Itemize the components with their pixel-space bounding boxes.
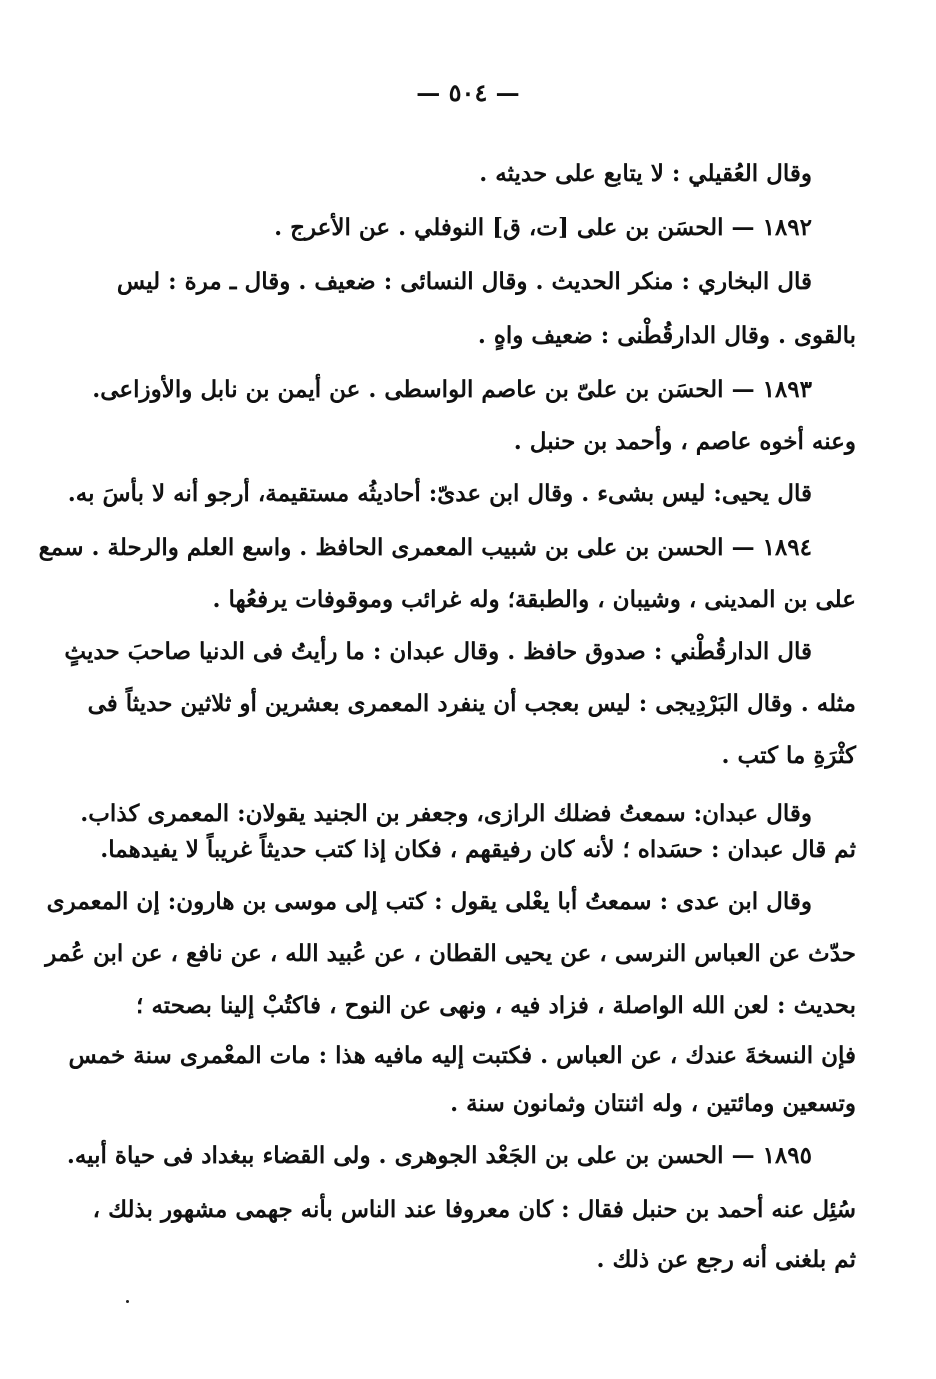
text-line: فإن النسخةَ عندك ، عن العباس . فكتبت إليه مافيه هذا : مات المعْمرى سنة خمس <box>68 1042 856 1069</box>
text-line: حدّث عن العباس النرسى ، عن يحيى القطان ، عن عُبيد الله ، عن نافع ، عن ابن عُمر <box>45 940 856 967</box>
text-line: قال الدارقُطْني : صدوق حافظ . وقال عبدان : ما رأيتُ فى الدنيا صاحبَ حديثٍ <box>64 638 812 665</box>
text-line: سُئِل عنه أحمد بن حنبل فقال : كان معروفا عند الناس بأنه جهمى مشهور بذلك ، <box>92 1196 856 1223</box>
text-line: وتسعين ومائتين ، وله اثنتان وثمانون سنة . <box>450 1090 856 1117</box>
entry-heading-1892: ١٨٩٢ — الحسَن بن على [ت، ق] النوفلي . عن الأعرج . <box>274 214 812 241</box>
text-line: قال البخاري : منكر الحديث . وقال النسائى : ضعيف . وقال ـ مرة : ليس <box>116 268 812 295</box>
page-number: — ٥٠٤ — <box>416 78 520 107</box>
text-line: بالقوى . وقال الدارقُطْنى : ضعيف واهٍ . <box>477 322 856 349</box>
text-line: قال يحيى: ليس بشىء . وقال ابن عدىّ: أحاديثُه مستقيمة، أرجو أنه لا بأسَ به. <box>67 480 812 507</box>
text-line: وقال العُقيلي : لا يتابع على حديثه . <box>479 160 812 187</box>
entry-heading-1894: ١٨٩٤ — الحسن بن على بن شبيب المعمرى الحافظ . واسع العلم والرحلة . سمع <box>38 534 812 561</box>
scan-speck <box>126 1300 129 1303</box>
entry-heading-1895: ١٨٩٥ — الحسن بن على بن الجَعْد الجوهرى . ولى القضاء ببغداد فى حياة أبيه. <box>66 1142 812 1169</box>
text-line: وقال ابن عدى : سمعتُ أبا يعْلى يقول : كتب إلى موسى بن هارون: إن المعمرى <box>46 888 812 915</box>
text-line: وعنه أخوه عاصم ، وأحمد بن حنبل . <box>513 428 856 455</box>
text-line: وقال عبدان: سمعتُ فضلك الرازى، وجعفر بن الجنيد يقولان: المعمرى كذاب. <box>80 800 812 827</box>
text-line: على بن المدينى ، وشيبان ، والطبقة؛ وله غرائب وموقوفات يرفعُها . <box>212 586 856 613</box>
text-line: كثْرَةِ ما كتب . <box>721 742 856 769</box>
entry-heading-1893: ١٨٩٣ — الحسَن بن علىّ بن عاصم الواسطى . عن أيمن بن نابل والأوزاعى. <box>92 376 812 403</box>
text-line: ثم قال عبدان : حسَداه ؛ لأنه كان رفيقهم ، فكان إذا كتب حديثاً غريباً لا يفيدهما. <box>100 836 856 863</box>
text-line: مثله . وقال البَرْدِيجى : ليس بعجب أن ينفرد المعمرى بعشرين أو ثلاثين حديثاً فى <box>87 690 856 717</box>
text-line: بحديث : لعن الله الواصلة ، فزاد فيه ، ونهى عن النوح ، فاكتُبْ إلينا بصحته ؛ <box>136 992 856 1019</box>
text-line: ثم بلغنى أنه رجع عن ذلك . <box>596 1246 856 1273</box>
